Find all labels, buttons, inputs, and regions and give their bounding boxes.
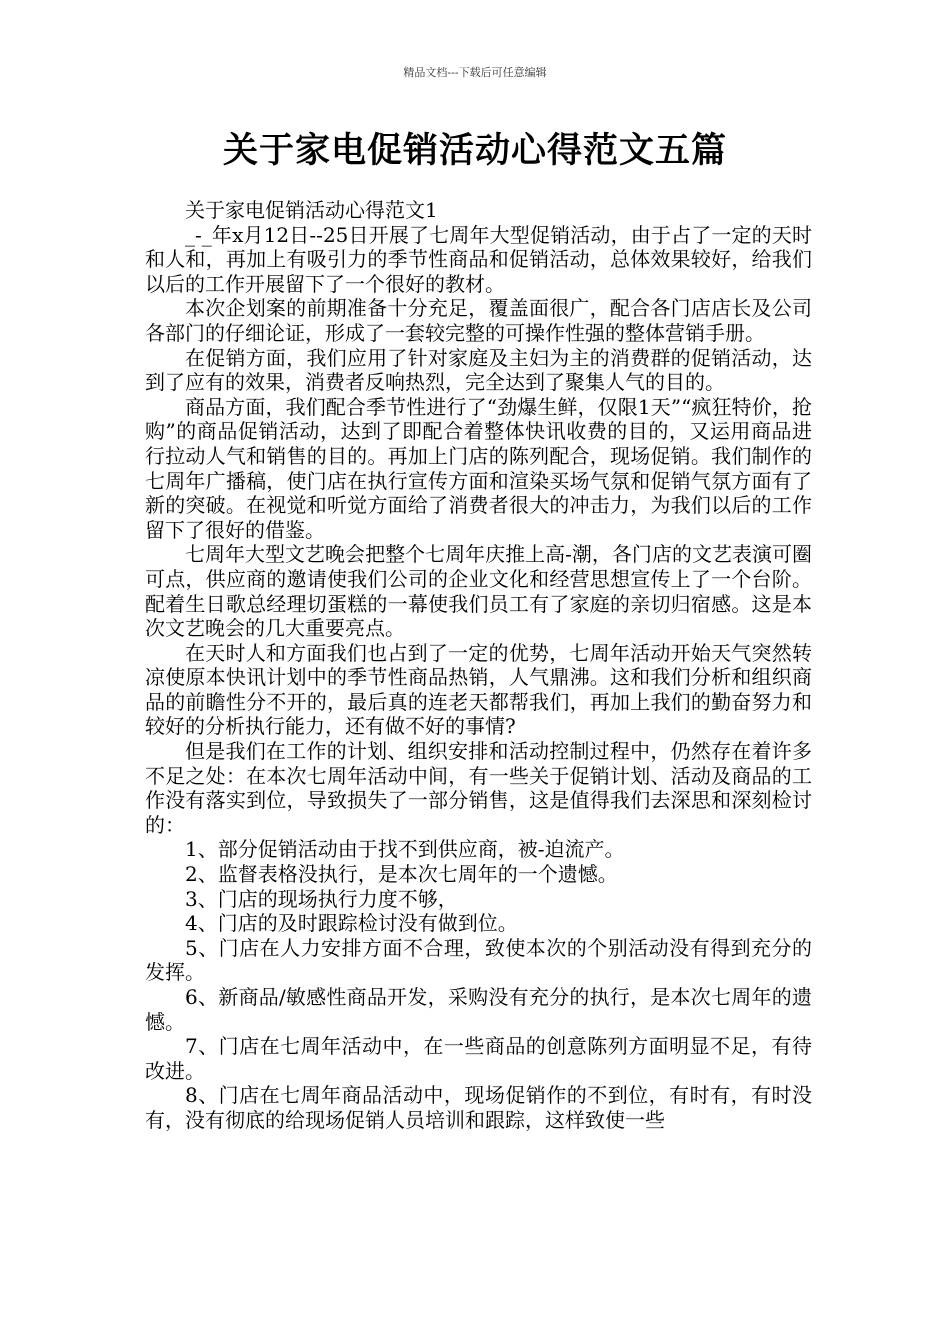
list-item: 2、监督表格没执行，是本次七周年的一个遗憾。 [185,862,618,887]
list-item: 3、门店的现场执行力度不够， [185,886,458,911]
paragraph: 商品方面，我们配合季节性进行了“劲爆生鲜，仅限1天”“疯狂特价，抢购”的商品促销活动，达到了即配合着整体快讯收费的目的，又运用商品进行拉动人气和销售的目的。再加上门店的陈列配合，现场促销。我们制作的七周年广播稿，使门店在执行宣传方面和渲染买场气氛和促销气氛方面有了新的突破。在视觉和听觉方面给了消费者很大的冲击力，为我们以后的工作留下了很好的借鉴。 [145,394,812,542]
header-note: 精品文档---下载后可任意编辑 [403,66,547,79]
paragraph: 在促销方面，我们应用了针对家庭及主妇为主的消费群的促销活动，达到了应有的效果，消费者反响热烈，完全达到了聚集人气的目的。 [145,345,812,395]
list-item: 5、门店在人力安排方面不合理，致使本次的个别活动没有得到充分的发挥。 [145,935,812,985]
document-body [145,198,812,1133]
paragraph: _-_年x月12日--25日开展了七周年大型促销活动，由于占了一定的天时和人和，再加上有吸引力的季节性商品和促销活动，总体效果较好，给我们以后的工作开展留下了一个很好的教材。 [145,222,812,296]
list-item: 1、部分促销活动由于找不到供应商，被-迫流产。 [185,837,625,862]
list-item: 4、门店的及时跟踪检讨没有做到位。 [185,911,518,936]
paragraph: 本次企划案的前期准备十分充足，覆盖面很广，配合各门店店长及公司各部门的仔细论证，形成了一套较完整的可操作性强的整体营销手册。 [145,296,812,345]
paragraph-subtitle: 关于家电促销活动心得范文1 [185,198,438,222]
list-item: 6、新商品/敏感性商品开发，采购没有充分的执行，是本次七周年的遗憾。 [145,985,812,1034]
paragraph: 七周年大型文艺晚会把整个七周年庆推上高-潮，各门店的文艺表演可圈可点，供应商的邀请使我们公司的企业文化和经营思想宣传上了一个台阶。配着生日歌总经理切蛋糕的一幕使我们员工有了家庭的亲切归宿感。这是本次文艺晚会的几大重要亮点。 [145,542,812,641]
document-title: 关于家电促销活动心得范文五篇 [222,130,727,171]
paragraph: 但是我们在工作的计划、组织安排和活动控制过程中，仍然存在着许多不足之处：在本次七周年活动中间，有一些关于促销计划、活动及商品的工作没有落实到位，导致损失了一部分销售，这是值得我们去深思和深刻检讨的： [145,739,812,837]
paragraph: 在天时人和方面我们也占到了一定的优势，七周年活动开始天气突然转凉使原本快讯计划中的季节性商品热销，人气鼎沸。这和我们分析和组织商品的前瞻性分不开的，最后真的连老天都帮我们，再加上我们的勤奋努力和较好的分析执行能力，还有做不好的事情? [145,640,812,739]
list-item: 7、门店在七周年活动中，在一些商品的创意陈列方面明显不足，有待改进。 [145,1034,812,1083]
list-item: 8、门店在七周年商品活动中，现场促销作的不到位，有时有，有时没有，没有彻底的给现场促销人员培训和跟踪，这样致使一些 [145,1083,812,1132]
